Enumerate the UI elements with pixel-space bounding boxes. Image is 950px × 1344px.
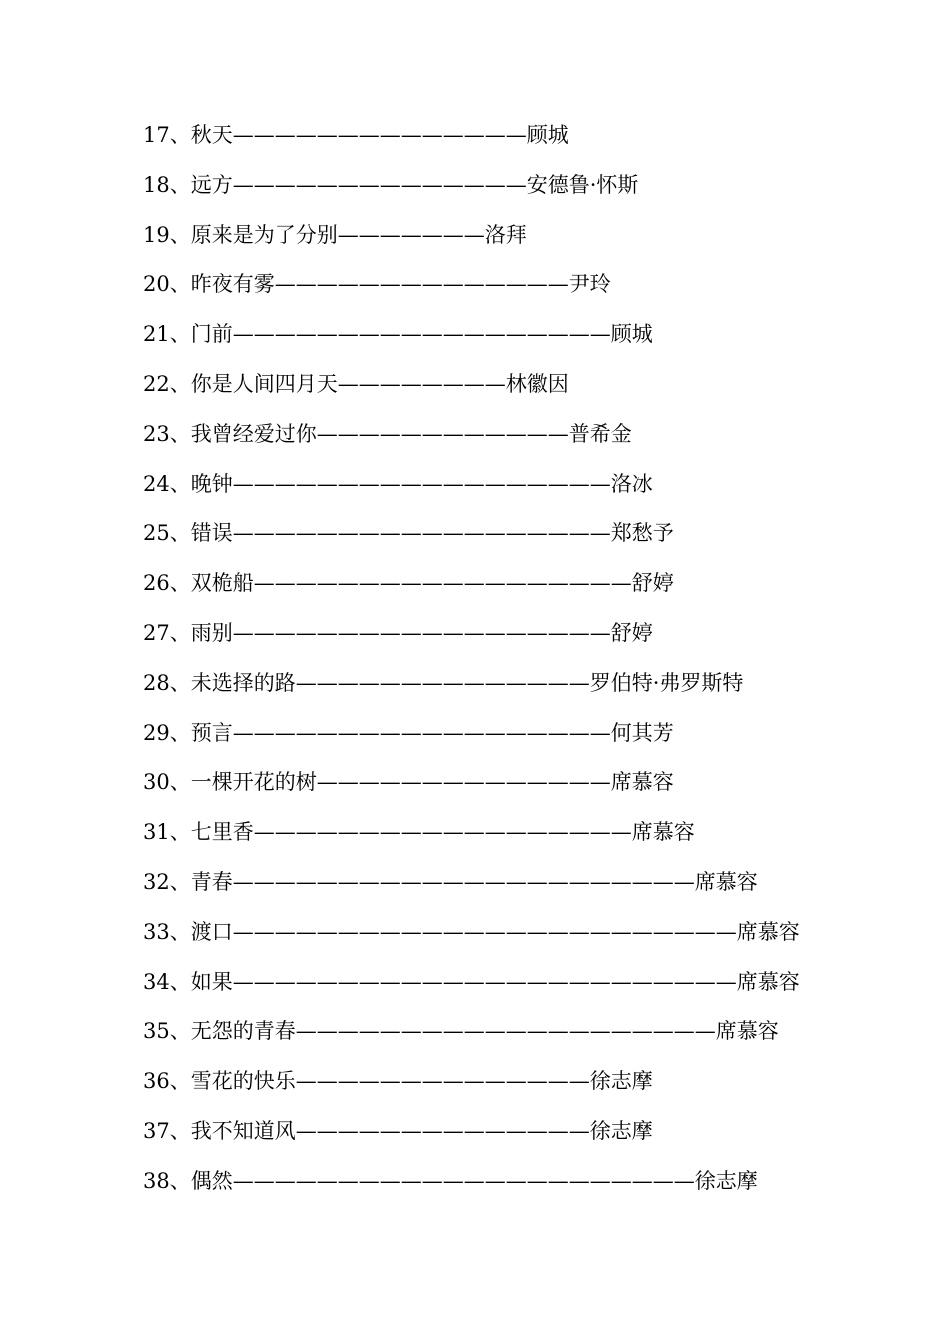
list-item: [143, 120, 800, 170]
poem-title: 我不知道风: [190, 1118, 296, 1143]
poem-author: 席慕容: [694, 869, 758, 894]
poem-author: 舒婷: [610, 620, 653, 645]
entry-number: 20、: [143, 272, 191, 297]
entry-number: 19、: [143, 222, 191, 247]
entry-number: 33、: [143, 919, 191, 944]
poem-title: 错误: [190, 521, 233, 546]
poem-author: 尹玲: [568, 272, 611, 297]
entry-number: 35、: [143, 1019, 191, 1044]
list-item: [143, 817, 800, 867]
list-item: [143, 867, 800, 917]
list-item: [143, 1016, 800, 1066]
poem-title: 双桅船: [190, 571, 254, 596]
poem-title: 未选择的路: [190, 670, 296, 695]
entry-number: 18、: [143, 172, 191, 197]
dash-leader: ——————————————————: [232, 521, 611, 546]
list-item: [143, 319, 800, 369]
poem-author: 洛拜: [484, 222, 527, 247]
dash-leader: ——————————————: [295, 1069, 590, 1094]
poem-author: 顾城: [526, 123, 569, 147]
dash-leader: ——————————————————: [232, 620, 611, 645]
list-item: [143, 618, 800, 668]
poem-title: 一棵开花的树: [190, 770, 317, 795]
list-item: [143, 220, 800, 270]
dash-leader: ——————————————: [316, 770, 611, 795]
dash-leader: ————————————————————————: [232, 969, 737, 994]
list-item: [143, 668, 800, 718]
dash-leader: ——————————————: [232, 172, 527, 197]
entry-number: 24、: [143, 471, 191, 496]
dash-leader: ————————: [337, 371, 506, 396]
list-item: [143, 369, 800, 419]
list-item: [143, 1116, 800, 1166]
entry-number: 37、: [143, 1118, 191, 1143]
poem-author: 林徽因: [505, 371, 569, 396]
dash-leader: ——————————————: [232, 123, 527, 147]
poem-author: 席慕容: [610, 770, 674, 795]
list-item: [143, 1166, 800, 1216]
dash-leader: ——————————————: [295, 1118, 590, 1143]
entry-number: 21、: [143, 322, 191, 347]
dash-leader: ——————————————————: [232, 720, 611, 745]
entry-number: 36、: [143, 1069, 191, 1094]
entry-number: 32、: [143, 869, 191, 894]
poem-author: 徐志摩: [589, 1118, 653, 1143]
poem-title: 秋天: [190, 123, 233, 147]
poem-author: 安德鲁·怀斯: [526, 172, 639, 197]
list-item: [143, 518, 800, 568]
poem-author: 罗伯特·弗罗斯特: [589, 670, 744, 695]
entry-number: 22、: [143, 371, 191, 396]
entry-number: 30、: [143, 770, 191, 795]
poem-author: 徐志摩: [589, 1069, 653, 1094]
dash-leader: ————————————————————: [295, 1019, 716, 1044]
dash-leader: ——————————————————: [253, 571, 632, 596]
poem-title: 你是人间四月天: [190, 371, 338, 396]
poem-title: 昨夜有雾: [190, 272, 275, 297]
dash-leader: ——————————————: [274, 272, 569, 297]
poem-list: [143, 120, 800, 1216]
poem-author: 何其芳: [610, 720, 674, 745]
entry-number: 17、: [143, 123, 191, 147]
entry-number: 29、: [143, 720, 191, 745]
poem-title: 门前: [190, 322, 233, 347]
dash-leader: ——————————————————: [232, 471, 611, 496]
entry-number: 26、: [143, 571, 191, 596]
poem-author: 徐志摩: [694, 1168, 758, 1193]
poem-title: 青春: [190, 869, 233, 894]
dash-leader: ——————————————————: [232, 322, 611, 347]
poem-author: 舒婷: [631, 571, 674, 596]
entry-number: 27、: [143, 620, 191, 645]
dash-leader: ——————————————————: [253, 820, 632, 845]
poem-author: 席慕容: [631, 820, 695, 845]
poem-title: 雨别: [190, 620, 233, 645]
poem-author: 席慕容: [715, 1019, 779, 1044]
poem-author: 洛冰: [610, 471, 653, 496]
poem-title: 七里香: [190, 820, 254, 845]
poem-title: 远方: [190, 172, 233, 197]
poem-author: 顾城: [610, 322, 653, 347]
poem-author: 郑愁予: [610, 521, 674, 546]
list-item: [143, 767, 800, 817]
list-item: [143, 469, 800, 519]
poem-author: 普希金: [568, 421, 632, 446]
list-item: [143, 967, 800, 1017]
poem-title: 如果: [190, 969, 233, 994]
poem-title: 预言: [190, 720, 233, 745]
poem-title: 偶然: [190, 1168, 233, 1193]
entry-number: 31、: [143, 820, 191, 845]
entry-number: 28、: [143, 670, 191, 695]
dash-leader: ———————: [337, 222, 485, 247]
entry-number: 25、: [143, 521, 191, 546]
poem-title: 渡口: [190, 919, 233, 944]
poem-author: 席慕容: [736, 919, 800, 944]
poem-title: 无怨的青春: [190, 1019, 296, 1044]
dash-leader: ——————————————: [295, 670, 590, 695]
entry-number: 38、: [143, 1168, 191, 1193]
dash-leader: ——————————————————————: [232, 1168, 695, 1193]
dash-leader: ——————————————————————: [232, 869, 695, 894]
list-item: [143, 568, 800, 618]
entry-number: 23、: [143, 421, 191, 446]
list-item: [143, 1066, 800, 1116]
dash-leader: ————————————————————————: [232, 919, 737, 944]
list-item: [143, 718, 800, 768]
list-item: [143, 269, 800, 319]
dash-leader: ————————————: [316, 421, 569, 446]
entry-number: 34、: [143, 969, 191, 994]
poem-title: 我曾经爱过你: [190, 421, 317, 446]
poem-author: 席慕容: [736, 969, 800, 994]
poem-title: 原来是为了分别: [190, 222, 338, 247]
list-item: [143, 917, 800, 967]
list-item: [143, 170, 800, 220]
poem-title: 雪花的快乐: [190, 1069, 296, 1094]
poem-title: 晚钟: [190, 471, 233, 496]
list-item: [143, 419, 800, 469]
